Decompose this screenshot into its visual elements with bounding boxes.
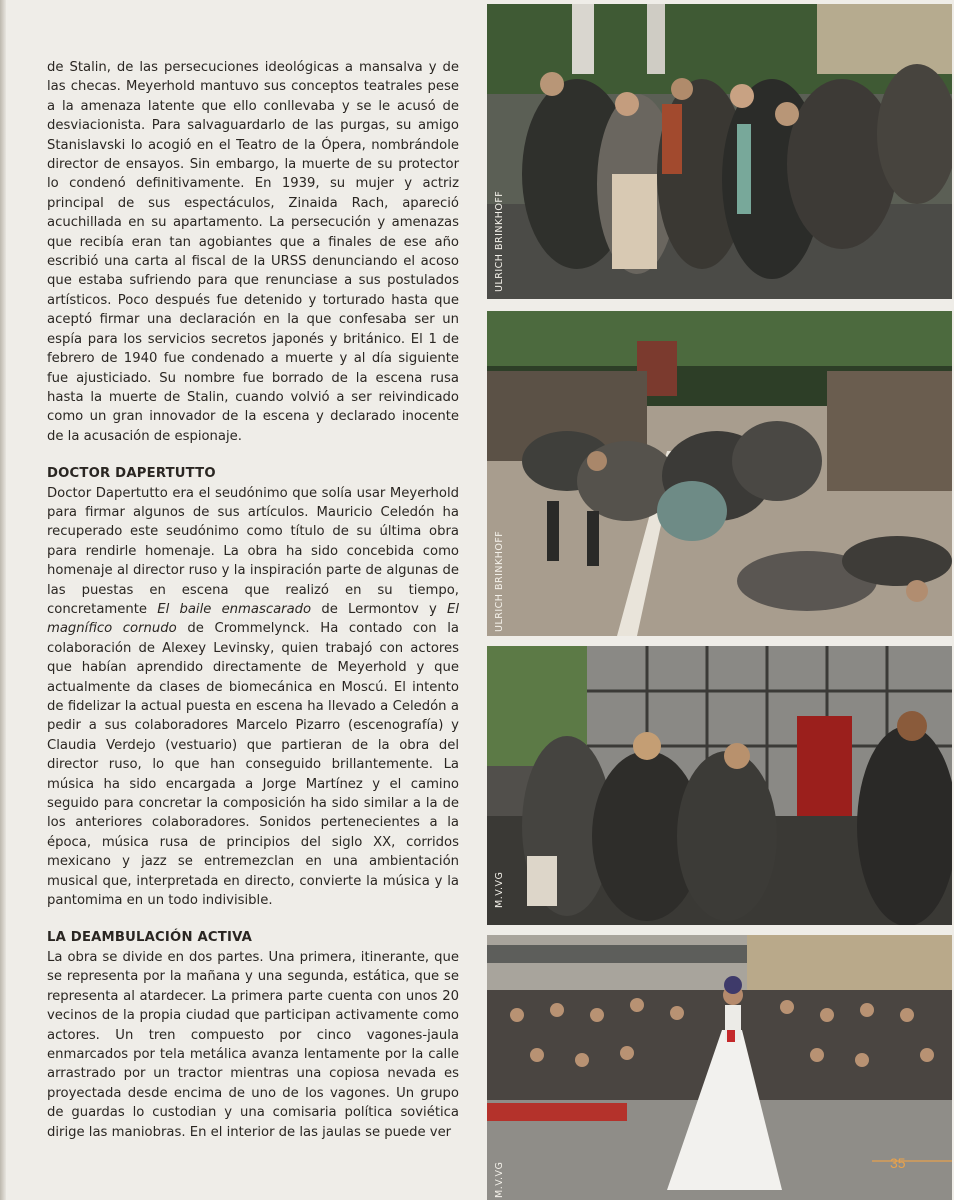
section-heading-doctor-dapertutto: DOCTOR DAPERTUTTO	[47, 466, 216, 482]
paragraph-text: de Crommelynck. Ha contado con la colaboración de Alexey Levinsky, quien trabajó con actores que habían aprendido directamente de Meyerhold y que actualmente da clases de biomecánica en Moscú. El intento de fidelizar la actual puesta en escena ha llevado a Celedón a pedir a sus colaboradores Marcelo Pizarro (escenografía) y Claudia Verdejo (vestuario) que partieran de la obra del director ruso, lo que han conseguido brillantemente. La música ha sido encargada a Jorge Martínez y el camino seguido para concretar la composición ha sido similar a la de los anteriores colaboradores. Sonidos pertenecientes a la época, música rusa de principios del siglo XX, corridos mexicano y jazz se entremezclan en una ambientación musical que, interpretada en directo, convierte la música y la pantomima en un todo indivisible.	[47, 621, 460, 909]
photo-cage-wagon	[487, 646, 952, 925]
work-title: El baile enmascarado	[157, 601, 312, 617]
photo-credit: ULRICH BRINKHOFF	[494, 530, 505, 632]
paragraph-text: Doctor Dapertutto era el seudónimo que solía usar Meyerhold para firmar algunos de sus artículos. Mauricio Celedón ha recuperado este seudónimo como título de su última obra para rendirle homenaje. La obra ha sido concebida como homenaje al director ruso y la inspiración parte de algunas de las puestas en escena que realizó en su tiempo, concretamente	[47, 485, 459, 617]
page-number-rule	[872, 1160, 952, 1162]
section-heading-deambulacion-activa: LA DEAMBULACIÓN ACTIVA	[47, 930, 252, 946]
photo-performers-street	[487, 4, 952, 299]
photo-credit: ULRICH BRINKHOFF	[494, 190, 505, 292]
photo-performers-bowing	[487, 311, 952, 636]
paragraph-text: de Lermontov y	[311, 601, 448, 617]
article-paragraph	[47, 484, 459, 911]
article-column	[47, 58, 459, 1142]
page-number: 35	[890, 1155, 906, 1171]
article-paragraph: de Stalin, de las persecuciones ideológicas a mansalva y de las checas. Meyerhold mantuvo sus conceptos teatrales pese a la amenaza latente que ello conllevaba y se le acusó de desviacionista. Para salvaguardarlo de las purgas, su amigo Stanislavski lo acogió en el Teatro de la Ópera, nombrándole director de ensayos. Sin embargo, la muerte de su protector lo condenó definitivamente. En 1939, su mujer y actriz principal de sus espectáculos, Zinaida Rach, apareció acuchillada en su apartamento. La persecución y amenazas que recibía eran tan agobiantes que a finales de ese año escribió una carta al fiscal de la URSS denunciando el acoso que estaba sufriendo para que renunciase a sus postulados artísticos. Poco después fue detenido y torturado hasta que aceptó firmar una declaración en la que confesaba ser un espía para los servicios secretos japonés y británico. El 1 de febrero de 1940 fue condenado a muerte y al día siguiente fue ajusticiado. Su nombre fue borrado de la escena rusa hasta la muerte de Stalin, cuando volvió a ser reivindicado como un gran innovador de la escena y declarado inocente de la acusación de espionaje.	[47, 60, 459, 444]
photo-credit: M.V.VG	[494, 1161, 505, 1198]
page-gutter-shadow	[0, 0, 6, 1200]
photo-credit: M.V.VG	[494, 871, 505, 908]
work-title: El magnífico cornudo	[47, 601, 460, 637]
article-paragraph: La obra se divide en dos partes. Una primera, itinerante, que se representa por la mañana y una segunda, estática, que se representa al atardecer. La primera parte cuenta con unos 20 vecinos de la propia ciudad que participan activamente como actores. Un tren compuesto por cinco vagones-jaula enmarcados por tela metálica avanza lentamente por la calle arrastrado por un tractor mientras una copiosa nevada es proyectada desde encima de uno de los vagones. Un grupo de guardas lo custodian y una comisaria política soviética dirige las maniobras. En el interior de las jaulas se puede ver	[47, 949, 459, 1140]
